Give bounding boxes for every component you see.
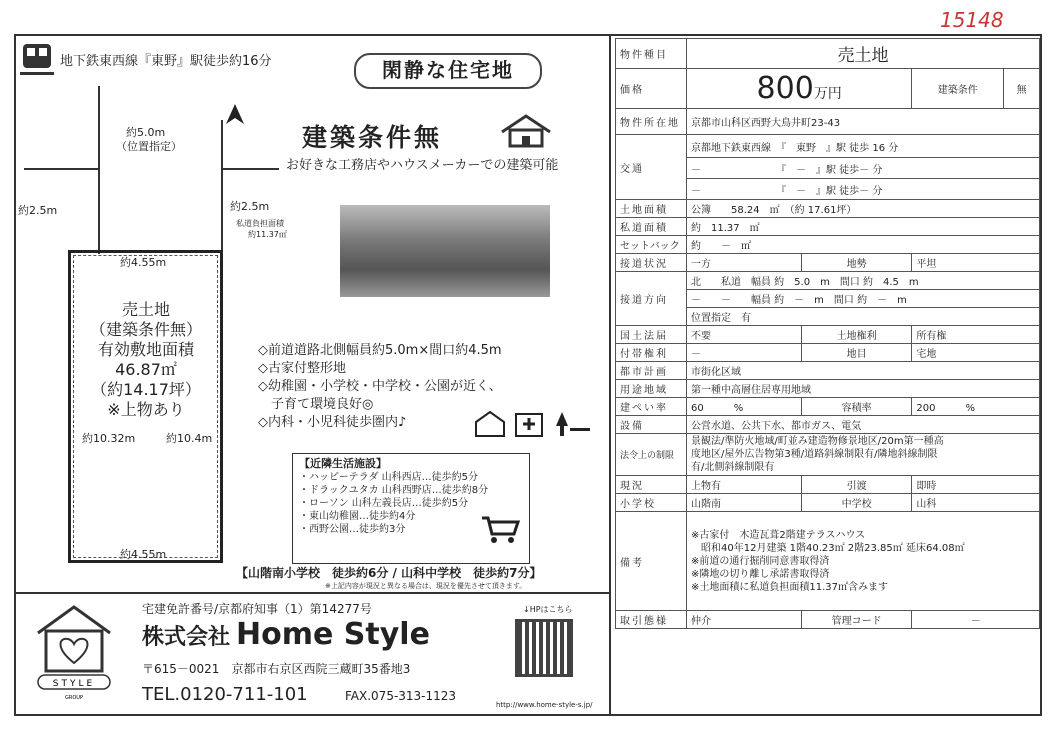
road-value: 一方 (687, 254, 802, 272)
handover-value: 即時 (912, 476, 1040, 494)
company-brand: Home Style (236, 617, 430, 652)
mgmt-label: 管理コード (801, 611, 912, 629)
cond-value: 無 (1004, 69, 1040, 109)
price-label: 価格 (616, 69, 687, 109)
law-line: 有/北側斜線制限有 (691, 462, 775, 473)
plot-label: （約14.17坪） (91, 380, 201, 399)
plot-label: （建築条件無） (89, 320, 202, 339)
mgmt-value: － (912, 611, 1040, 629)
facility-icons (474, 408, 594, 438)
city-value: 市街化区域 (687, 362, 1040, 380)
hero-title: 建築条件無 (302, 123, 443, 152)
setback-label: セットバック (616, 236, 687, 254)
priv-label: 私道面積 (616, 218, 687, 236)
station-info: 地下鉄東西線『東野』駅徒歩約16分 (60, 54, 272, 69)
nearby-item: ・ドラックユタカ 山科西野店…徒歩約8分 (299, 485, 489, 496)
plot-label: ※上物あり (107, 400, 185, 419)
remark-line: ※前道の通行掘削同意書取得済 (691, 555, 830, 567)
remark-line: ※土地面積に私道負担面積11.37㎡含みます (691, 581, 889, 593)
feature-item: ◇幼稚園・小学校・中学校・公園が近く、 (258, 379, 502, 394)
deal-label: 取引態様 (616, 611, 687, 629)
nat-value: 不要 (687, 326, 802, 344)
property-photo (340, 205, 550, 297)
bottom-width: 約4.55m (120, 548, 167, 561)
setback-value: 約 － ㎡ (687, 236, 1040, 254)
el-label: 小学校 (616, 494, 687, 512)
private-road-label: 私道負担面積 (236, 219, 284, 228)
nat-label: 国土法届 (616, 326, 687, 344)
remark-line: ※隣地の切り離し承諾書取得済 (691, 568, 830, 580)
right-depth: 約10.4m (166, 432, 213, 445)
property-table (615, 38, 1040, 629)
traffic-item: 京都地下鉄東西線 『 東野 』駅 徒歩 16 分 (687, 135, 1040, 158)
traffic-item: － 『 － 』駅 徒歩－ 分 (687, 158, 1040, 179)
right-setback: 約2.5m (230, 200, 270, 213)
disclaimer: ※上記内容が現況と異なる場合は、現況を優先させて頂きます。 (325, 582, 527, 590)
company-name (142, 617, 430, 652)
law-line: 景観法/準防火地域/町並み建造物修景地区/20m第一種高 (691, 436, 944, 447)
feature-item: 子育て環境良好◎ (258, 397, 374, 412)
law-line: 度地区/屋外広告物第3種/道路斜線制限有/隣地斜線制限 (691, 449, 938, 460)
jh-value: 山科 (912, 494, 1040, 512)
type-label: 物件種目 (616, 39, 687, 69)
nearby-title: 【近隣生活施設】 (299, 457, 387, 470)
dir-item: 北 私道 幅員 約 5.0 m 間口 約 4.5 m (687, 272, 1040, 290)
tagline: 閑静な住宅地 (354, 53, 542, 89)
dir-label: 接道方向 (616, 272, 687, 326)
company-prefix: 株式会社 (142, 625, 231, 650)
left-setback: 約2.5m (18, 204, 58, 217)
nearby-item: ・ハッピーテラダ 山科西店…徒歩約5分 (299, 472, 479, 483)
right-value: 所有権 (912, 326, 1040, 344)
feature-item: ◇前道道路北側幅員約5.0m×間口約4.5m (258, 343, 502, 358)
feature-item: ◇内科・小児科徒歩圏内♪ (258, 415, 407, 430)
dir-item: － － 幅員 約 － m 間口 約 － m (687, 290, 1040, 308)
use-label: 用途地域 (616, 380, 687, 398)
left-depth: 約10.32m (82, 432, 136, 445)
private-road-area: 約11.37㎡ (248, 230, 287, 239)
traffic-label: 交通 (616, 135, 687, 200)
city-label: 都市計画 (616, 362, 687, 380)
plot-label: 有効敷地面積 (97, 340, 194, 359)
addr-value: 京都市山科区西野大鳥井町23-43 (687, 109, 1040, 135)
logo-sub: GROUP (65, 695, 83, 701)
train-icon (20, 42, 54, 78)
road-note: （位置指定） (116, 140, 182, 153)
far-value: 200 % (912, 398, 1040, 416)
use-value: 第一種中高層住居専用地域 (687, 380, 1040, 398)
bcr-label: 建ぺい率 (616, 398, 687, 416)
terrain-label: 地勢 (801, 254, 912, 272)
cond-label: 建築条件 (912, 69, 1004, 109)
company-tel: TEL.0120-711-101 (142, 684, 308, 705)
price-unit: 万円 (813, 86, 842, 102)
traffic-item: － 『 － 』駅 徒歩－ 分 (687, 179, 1040, 200)
shopping-cart-icon (480, 514, 522, 544)
plot-text (76, 300, 216, 420)
divider (609, 34, 611, 716)
fac-value: 公営水道、公共下水、都市ガス、電気 (687, 416, 1040, 434)
nearby-item: ・西野公園…徒歩約3分 (299, 524, 406, 535)
handwritten-id: 15148 (940, 8, 1004, 32)
type-value: 売土地 (687, 39, 1040, 69)
nearby-item: ・東山幼稚園…徒歩約4分 (299, 511, 416, 522)
feature-item: ◇古家付整形地 (258, 361, 346, 376)
cat-value: 宅地 (912, 344, 1040, 362)
el-value: 山階南 (687, 494, 802, 512)
road-width: 約5.0m (126, 126, 166, 139)
company-fax: FAX.075-313-1123 (345, 689, 457, 703)
right-label: 土地権利 (801, 326, 912, 344)
attach-value: － (687, 344, 802, 362)
dir-item: 位置指定 有 (687, 308, 1040, 326)
house-icon (500, 114, 552, 148)
land-value: 公簿 58.24 ㎡ （約 17.61坪） (687, 200, 1040, 218)
plot-label: 46.87㎡ (115, 360, 177, 379)
bcr-value: 60 % (687, 398, 802, 416)
road-line (24, 168, 100, 170)
priv-value: 約 11.37 ㎡ (687, 218, 1040, 236)
remarks-label: 備考 (616, 512, 687, 611)
qr-code[interactable] (515, 619, 573, 677)
divider (14, 592, 611, 594)
remark-line: 昭和40年12月建築 1階40.23㎡ 2階23.85㎡ 延床64.08㎡ (691, 542, 965, 554)
remark-line: ※古家付 木造瓦葺2階建テラスハウス (691, 529, 866, 541)
price-value: 800 (756, 71, 814, 106)
hp-label: ↓HPはこちら (523, 605, 573, 614)
law-label: 法令上の制限 (616, 434, 687, 476)
jh-label: 中学校 (801, 494, 912, 512)
company-logo (34, 603, 114, 701)
road-line (98, 86, 100, 254)
attach-label: 付帯権利 (616, 344, 687, 362)
nearby-item: ・ローソン 山科左義長店…徒歩約5分 (299, 498, 469, 509)
far-label: 容積率 (801, 398, 912, 416)
road-line (221, 168, 279, 170)
road-label: 接道状況 (616, 254, 687, 272)
hero-subtitle: お好きな工務店やハウスメーカーでの建築可能 (286, 158, 559, 173)
handover-label: 引渡 (801, 476, 912, 494)
land-label: 土地面積 (616, 200, 687, 218)
terrain-value: 平坦 (912, 254, 1040, 272)
schools: 【山階南小学校 徒歩約6分 / 山科中学校 徒歩約7分】 (236, 566, 542, 580)
company-address: 〒615－0021 京都市右京区西院三蔵町35番地3 (142, 662, 411, 676)
feature-list (258, 342, 502, 432)
cat-label: 地目 (801, 344, 912, 362)
logo-text: STYLE (52, 679, 96, 689)
road-line (221, 120, 223, 254)
deal-value: 仲介 (687, 611, 802, 629)
plot-label: 売土地 (121, 300, 170, 319)
addr-label: 物件所在地 (616, 109, 687, 135)
nearby-facilities (292, 453, 530, 564)
cur-value: 上物有 (687, 476, 802, 494)
north-arrow-icon (222, 102, 248, 128)
license: 宅建免許番号/京都府知事（1）第14277号 (142, 602, 372, 616)
company-url[interactable]: http://www.home-style-s.jp/ (496, 701, 593, 709)
top-width: 約4.55m (120, 256, 167, 269)
fac-label: 設備 (616, 416, 687, 434)
cur-label: 現況 (616, 476, 687, 494)
